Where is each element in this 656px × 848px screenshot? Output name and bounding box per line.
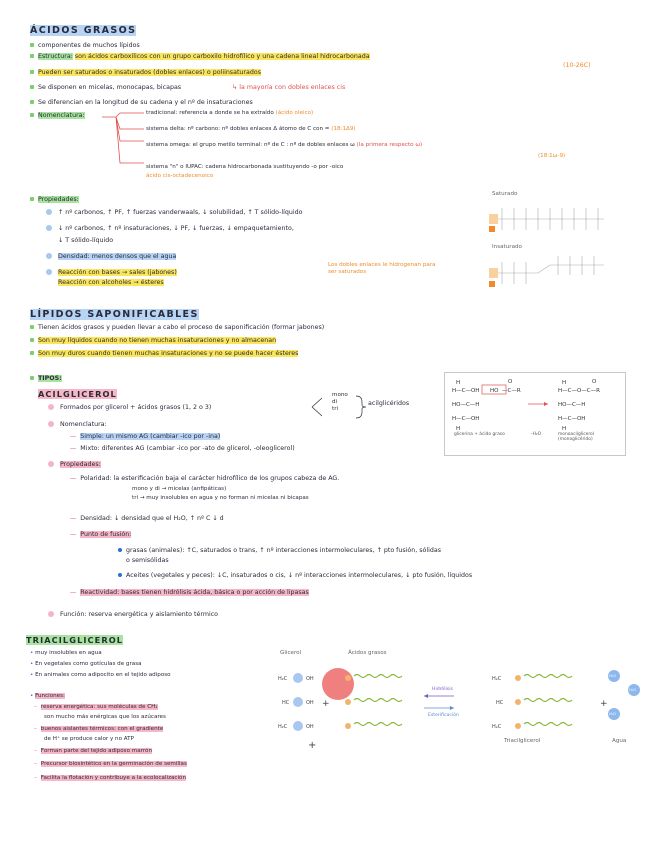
section-title-lipidos: LÍPIDOS SAPONIFICABLES <box>30 309 199 320</box>
svg-text:H₂C: H₂C <box>492 724 502 730</box>
diagram-label: Esterificación <box>428 713 459 718</box>
svg-text:H: H <box>456 380 461 386</box>
svg-text:HO—C—H: HO—C—H <box>558 402 586 408</box>
list-item: • En animales como adipocito en el tejido adiposo <box>30 672 171 678</box>
water-molecule-label: H₂O <box>629 688 636 692</box>
nomenclature-item: sistema omega: el grupo metilo terminal: nº de C : nº de dobles enlaces ω (la primera respecto ω) <box>146 142 423 148</box>
saturated-chain-diagram <box>488 200 606 238</box>
svg-text:H₂C: H₂C <box>278 724 288 730</box>
list-item: son mucho más enérgicas que los azúcares <box>44 714 166 720</box>
list-item: – Precursor biosintético en la germinación de semillas <box>34 761 187 767</box>
diagram-label: -H₂O <box>531 432 542 437</box>
svg-text:H₂C: H₂C <box>278 676 288 682</box>
svg-text:H—C—OH: H—C—OH <box>452 416 480 422</box>
list-item: — Reactividad: bases tienen hidrólisis ácida, básica o por acción de lipasas <box>70 589 309 596</box>
bullet-icon <box>30 197 34 201</box>
bullet-icon <box>46 225 52 231</box>
unsaturated-chain-diagram <box>488 253 606 293</box>
nomenclature-bracket <box>100 111 146 167</box>
section-title-acidos: ÁCIDOS GRASOS <box>30 25 137 36</box>
list-item: Reacción con bases → sales (jabones) <box>46 269 177 277</box>
list-item: Función: reserva energética y aislamiento térmico <box>48 611 218 619</box>
list-item: Aceites (vegetales y peces): ↓C, insaturados o cis, ↓ nº interacciones intermoleculares, ↓ pto fusión, líquidos <box>118 572 472 580</box>
note: (18:1ω-9) <box>538 153 566 159</box>
nomenclature-item: sistema delta: nº carbono: nº dobles enlaces Δ átomo de C con = (18:1Δ9) <box>146 126 356 132</box>
bullet-icon <box>46 269 52 275</box>
svg-text:OH: OH <box>306 724 314 730</box>
list-item: Tienen ácidos grasos y pueden llevar a cabo el proceso de saponificación (formar jabones) <box>30 324 324 332</box>
subheading: TIPOS: <box>30 375 62 383</box>
water-molecule-label: H₂O <box>609 712 616 716</box>
list-item: grasas (animales): ↑C, saturados o trans, ↑ nº interacciones intermoleculares, ↑ pto fusión, sólidas <box>118 547 441 555</box>
list-item: Propiedades: <box>30 196 79 204</box>
bullet-icon <box>118 548 122 552</box>
svg-text:H—C—O—C—R: H—C—O—C—R <box>558 388 600 394</box>
bullet-icon <box>30 43 34 47</box>
list-item: — Polaridad: la esterificación baja el carácter hidrofílico de los grupos cabeza de AG. <box>70 475 340 482</box>
list-item: Propiedades: <box>48 461 101 469</box>
note: ácido cis-octadecenoico <box>146 173 214 179</box>
bullet-icon <box>30 376 34 380</box>
svg-text:H: H <box>562 380 567 386</box>
diagram-label: Hidrólisis <box>432 687 453 692</box>
list-item: mono y di → micelas (anfipáticas) <box>132 486 227 492</box>
list-item: – buenos aislantes térmicos: con el gradiente <box>34 726 164 732</box>
diagram-label: Triacilglicerol <box>504 738 541 744</box>
list-item: — Mixto: diferentes AG (cambiar -ico por -ato de glicerol, -oleoglicerol) <box>70 445 295 452</box>
brace-items: mono di tri <box>332 392 348 412</box>
brace-label: acilglicéridos <box>368 400 410 407</box>
svg-text:+: + <box>600 699 608 709</box>
diagram-label: monoacilglicerol (monoglicérido) <box>558 432 594 442</box>
svg-text:—C—R: —C—R <box>502 388 521 394</box>
bullet-icon <box>48 611 54 617</box>
bullet-icon <box>48 421 54 427</box>
svg-text:HO: HO <box>490 388 499 394</box>
svg-text:H—C—OH: H—C—OH <box>558 416 586 422</box>
monoacylglycerol-diagram <box>444 372 626 456</box>
bullet-icon <box>30 70 34 74</box>
list-item: ↓ T sólido-líquido <box>58 237 114 244</box>
list-item: Se disponen en micelas, monocapas, bicapas <box>30 84 181 92</box>
bullet-icon <box>30 338 34 342</box>
list-item: Reacción con alcoholes → ésteres <box>58 279 164 286</box>
diagram-label: Agua <box>612 738 627 744</box>
svg-text:O: O <box>592 379 597 385</box>
list-item: Densidad: menos densos que el agua <box>46 253 176 261</box>
list-item: – Forman parte del tejido adiposo marrón <box>34 748 152 754</box>
list-item: Estructura: son ácidos carboxílicos con un grupo carboxilo hidrofílico y una cadena lineal hidrocarbonada <box>30 53 370 61</box>
note: ↳ la mayoría con dobles enlaces cis <box>232 84 346 91</box>
list-item: Nomenclatura: <box>48 421 107 429</box>
list-item: Se diferencian en la longitud de su cadena y el nº de insaturaciones <box>30 99 253 107</box>
diagram-label: Saturado <box>492 191 518 197</box>
nomenclature-item: tradicional: referencia a donde se ha extraído (ácido oleico) <box>146 110 314 116</box>
bullet-icon <box>30 325 34 329</box>
diagram-label: Glicerol <box>280 650 302 656</box>
list-item: — Densidad: ↓ densidad que el H₂O, ↑ nº C ↓ d <box>70 515 224 522</box>
svg-text:HC: HC <box>282 700 290 706</box>
bullet-icon <box>30 54 34 58</box>
diagram-label: Insaturado <box>492 244 522 250</box>
bullet-icon <box>48 404 54 410</box>
bullet-icon <box>30 113 34 117</box>
subsection-title-triacilglicerol: TRIACILGLICEROL <box>26 635 124 645</box>
svg-text:O: O <box>508 379 513 385</box>
svg-text:HC: HC <box>496 700 504 706</box>
svg-text:HO—C—H: HO—C—H <box>452 402 480 408</box>
bullet-icon <box>30 100 34 104</box>
svg-text:+: + <box>322 699 330 709</box>
list-item: Son muy duros cuando tienen muchas insaturaciones y no se puede hacer ésteres <box>30 350 298 358</box>
list-item: • En vegetales como gotículas de grasa <box>30 661 142 667</box>
diagram-label: Ácidos grasos <box>348 650 387 656</box>
list-item: de H⁺ se produce calor y no ATP <box>44 736 134 742</box>
diagram-label: glicerina + ácido graso <box>454 432 505 437</box>
triacylglycerol-diagram <box>270 658 640 750</box>
list-item: • Funciones: <box>30 693 65 699</box>
svg-text:H: H <box>562 426 567 432</box>
svg-text:H: H <box>456 426 461 432</box>
water-molecule-label: H₂O <box>609 674 616 678</box>
svg-text:H₂C: H₂C <box>492 676 502 682</box>
bullet-icon <box>118 573 122 577</box>
list-item: componentes de muchos lípidos <box>30 42 140 50</box>
list-item: tri → muy insolubles en agua y no forman ni micelas ni bicapas <box>132 495 309 501</box>
bullet-icon <box>46 253 52 259</box>
list-item: o semisólidas <box>126 557 169 564</box>
list-item: – Facilita la flotación y contribuye a la ecolocalización <box>34 775 187 781</box>
list-item: Formados por glicerol + ácidos grasos (1, 2 o 3) <box>48 404 211 412</box>
bullet-icon <box>48 461 54 467</box>
list-item: Son muy líquidos cuando no tienen muchas insaturaciones y no almacenan <box>30 337 276 345</box>
bullet-icon <box>30 85 34 89</box>
bullet-icon <box>30 351 34 355</box>
subsection-title-acilglicerol: ACILGLICEROL <box>38 389 117 399</box>
svg-text:+: + <box>308 740 317 750</box>
nomenclature-item: sistema "n" o IUPAC: cadena hidrocarbonada sustituyendo -o por -oico <box>146 164 344 170</box>
list-item: • muy insolubles en agua <box>30 650 102 656</box>
list-item: — Simple: un mismo AG (cambiar -ico por -ina) <box>70 433 221 440</box>
list-item: — Punto de fusión: <box>70 531 132 538</box>
note: Los dobles enlaces le hidrogenan para ser saturados <box>328 262 436 275</box>
list-item: – reserva energética: sus moléculas de CH₂ <box>34 704 158 710</box>
bullet-icon <box>46 209 52 215</box>
svg-text:OH: OH <box>306 700 314 706</box>
list-item: Pueden ser saturados o insaturados (dobles enlaces) o poliinsaturados <box>30 69 261 77</box>
svg-text:OH: OH <box>306 676 314 682</box>
list-item: ↑ nº carbonos, ↑ PF, ↑ fuerzas vanderwaals, ↓ solubilidad, ↑ T sólido-líquido <box>46 209 303 217</box>
note: (10-26C) <box>563 62 591 69</box>
list-item: ↓ nº carbonos, ↑ nº insaturaciones, ↓ PF, ↓ fuerzas, ↓ empaquetamiento, <box>46 225 294 233</box>
list-item: Nomenclatura: <box>30 112 85 120</box>
svg-text:H—C—OH: H—C—OH <box>452 388 480 394</box>
